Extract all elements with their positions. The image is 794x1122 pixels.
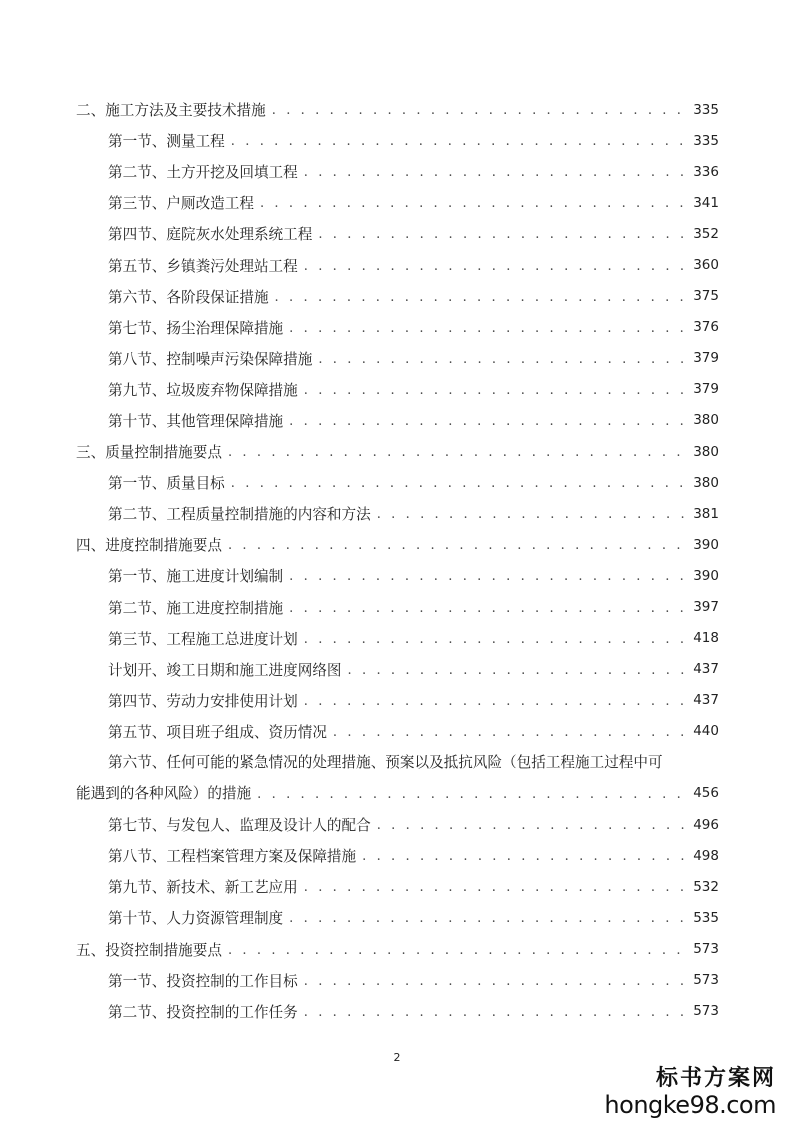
toc-entry-title: 第二节、工程质量控制措施的内容和方法 (108, 506, 371, 524)
toc-entry-page: 532 (693, 878, 719, 895)
toc-entry[interactable] (76, 592, 719, 623)
toc-leader-dots (228, 445, 687, 460)
toc-leader-dots (377, 507, 688, 522)
toc-leader-dots (289, 601, 687, 616)
toc-entry-page: 456 (693, 785, 719, 802)
toc-leader-dots (318, 227, 687, 242)
toc-leader-dots (228, 943, 687, 958)
toc-entry-title: 第六节、各阶段保证措施 (108, 288, 269, 306)
toc-entry[interactable] (76, 467, 719, 498)
toc-section (76, 809, 719, 1027)
toc-entry-title: 第八节、工程档案管理方案及保障措施 (108, 848, 357, 866)
toc-entry-page: 376 (693, 319, 719, 336)
toc-entry[interactable] (76, 965, 719, 996)
toc-entry-title: 第三节、户厕改造工程 (108, 195, 254, 213)
toc-entry-page: 498 (693, 847, 719, 864)
toc-entry-title: 第二节、土方开挖及回填工程 (108, 164, 298, 182)
toc-leader-dots (289, 911, 687, 926)
toc-entry[interactable] (76, 436, 719, 467)
page-number: 2 (393, 1051, 401, 1064)
toc-entry-page: 375 (693, 288, 719, 305)
toc-entry-title: 第二节、施工进度控制措施 (108, 599, 284, 617)
watermark-cn: 标书方案网 (655, 1066, 776, 1091)
toc-leader-dots (304, 383, 687, 398)
toc-entry-title: 第四节、庭院灰水处理系统工程 (108, 226, 313, 244)
toc-leader-dots (304, 165, 687, 180)
toc-entry[interactable] (76, 840, 719, 871)
toc-entry-page: 437 (693, 661, 719, 678)
toc-entry-title: 第五节、乡镇粪污处理站工程 (108, 257, 298, 275)
toc-leader-dots (318, 352, 687, 367)
toc-entry-page: 573 (693, 972, 719, 989)
toc-entry-title: 第一节、施工进度计划编制 (108, 568, 284, 586)
toc-leader-dots (304, 1005, 687, 1020)
toc-leader-dots (362, 849, 687, 864)
toc-entry-title: 第七节、与发包人、监理及设计人的配合 (108, 817, 371, 835)
toc-entry-title: 第四节、劳动力安排使用计划 (108, 692, 298, 710)
toc-entry-title: 二、施工方法及主要技术措施 (76, 102, 266, 120)
toc-leader-dots (257, 779, 687, 810)
toc-entry-title: 第九节、垃圾废弃物保障措施 (108, 381, 298, 399)
toc-leader-dots (348, 663, 688, 678)
toc-entry-page: 352 (693, 225, 719, 242)
toc-entry[interactable] (76, 249, 719, 280)
toc-entry[interactable] (76, 498, 719, 529)
toc-entry-title: 第一节、测量工程 (108, 133, 225, 151)
toc-leader-dots (272, 103, 687, 118)
toc-entry-page: 573 (693, 941, 719, 958)
toc-leader-dots (333, 725, 687, 740)
toc-entry-title: 四、进度控制措施要点 (76, 537, 222, 555)
toc-entry[interactable] (76, 156, 719, 187)
table-of-contents (76, 94, 719, 1027)
toc-section (76, 94, 719, 747)
toc-entry-page: 379 (693, 381, 719, 398)
toc-entry[interactable] (76, 871, 719, 902)
toc-entry-title: 第二节、投资控制的工作任务 (108, 1003, 298, 1021)
toc-entry-title: 第十节、其他管理保障措施 (108, 412, 284, 430)
toc-entry[interactable] (76, 996, 719, 1027)
watermark-en: hongke98.com (604, 1091, 776, 1119)
toc-entry[interactable] (76, 374, 719, 405)
toc-entry-title: 第一节、投资控制的工作目标 (108, 972, 298, 990)
toc-entry[interactable] (76, 125, 719, 156)
toc-entry-title: 第五节、项目班子组成、资历情况 (108, 723, 327, 741)
toc-entry-page: 397 (693, 599, 719, 616)
toc-entry[interactable] (76, 218, 719, 249)
toc-leader-dots (260, 196, 687, 211)
toc-entry-page: 341 (693, 194, 719, 211)
toc-entry[interactable] (76, 934, 719, 965)
toc-leader-dots (231, 134, 687, 149)
toc-entry-title: 第一节、质量目标 (108, 475, 225, 493)
toc-leader-dots (304, 974, 687, 989)
toc-entry-page: 335 (693, 132, 719, 149)
toc-entry-line2 (76, 778, 719, 809)
toc-entry-page: 360 (693, 257, 719, 274)
toc-entry-page: 418 (693, 630, 719, 647)
toc-entry-page: 379 (693, 350, 719, 367)
toc-entry[interactable] (76, 529, 719, 560)
toc-entry-title-line2: 能遇到的各种风险）的措施 (76, 785, 252, 803)
toc-entry[interactable] (76, 623, 719, 654)
toc-entry[interactable] (76, 716, 719, 747)
toc-entry[interactable] (76, 187, 719, 218)
toc-entry[interactable] (76, 94, 719, 125)
toc-entry[interactable] (76, 654, 719, 685)
toc-leader-dots (289, 569, 687, 584)
toc-entry[interactable] (76, 902, 719, 933)
toc-entry-title: 第九节、新技术、新工艺应用 (108, 879, 298, 897)
watermark-logo (556, 1066, 776, 1118)
toc-leader-dots (304, 880, 687, 895)
toc-entry[interactable] (76, 809, 719, 840)
toc-leader-dots (304, 694, 687, 709)
toc-entry[interactable] (76, 312, 719, 343)
toc-entry-title-line1: 第六节、任何可能的紧急情况的处理措施、预案以及抵抗风险（包括工程施工过程中可 (108, 753, 663, 771)
toc-entry-title: 五、投资控制措施要点 (76, 941, 222, 959)
toc-entry-page: 390 (693, 536, 719, 553)
toc-entry-page: 381 (693, 505, 719, 522)
toc-leader-dots (289, 321, 687, 336)
toc-entry[interactable] (76, 560, 719, 591)
toc-entry-page: 380 (693, 474, 719, 491)
toc-leader-dots (228, 538, 687, 553)
toc-entry[interactable] (76, 281, 719, 312)
toc-entry-title: 第十节、人力资源管理制度 (108, 910, 284, 928)
toc-leader-dots (377, 818, 688, 833)
toc-leader-dots (289, 414, 687, 429)
toc-entry[interactable] (76, 405, 719, 436)
toc-entry[interactable] (76, 685, 719, 716)
toc-entry-page: 380 (693, 443, 719, 460)
toc-entry-page: 380 (693, 412, 719, 429)
toc-leader-dots (275, 290, 688, 305)
toc-entry-title: 计划开、竣工日期和施工进度网络图 (108, 661, 342, 679)
toc-entry-page: 440 (693, 723, 719, 740)
toc-entry-page: 535 (693, 909, 719, 926)
toc-entry-title: 第七节、扬尘治理保障措施 (108, 319, 284, 337)
toc-entry-page: 390 (693, 567, 719, 584)
toc-leader-dots (231, 476, 687, 491)
toc-entry-page: 437 (693, 692, 719, 709)
toc-entry-title: 第八节、控制噪声污染保障措施 (108, 350, 313, 368)
toc-entry-page: 336 (693, 163, 719, 180)
toc-entry-wrapped[interactable] (76, 747, 719, 809)
toc-entry-title: 三、质量控制措施要点 (76, 444, 222, 462)
toc-entry[interactable] (76, 343, 719, 374)
toc-leader-dots (304, 632, 687, 647)
toc-entry-page: 573 (693, 1003, 719, 1020)
toc-entry-title: 第三节、工程施工总进度计划 (108, 630, 298, 648)
toc-entry-page: 335 (693, 101, 719, 118)
toc-leader-dots (304, 259, 687, 274)
toc-entry-page: 496 (693, 816, 719, 833)
